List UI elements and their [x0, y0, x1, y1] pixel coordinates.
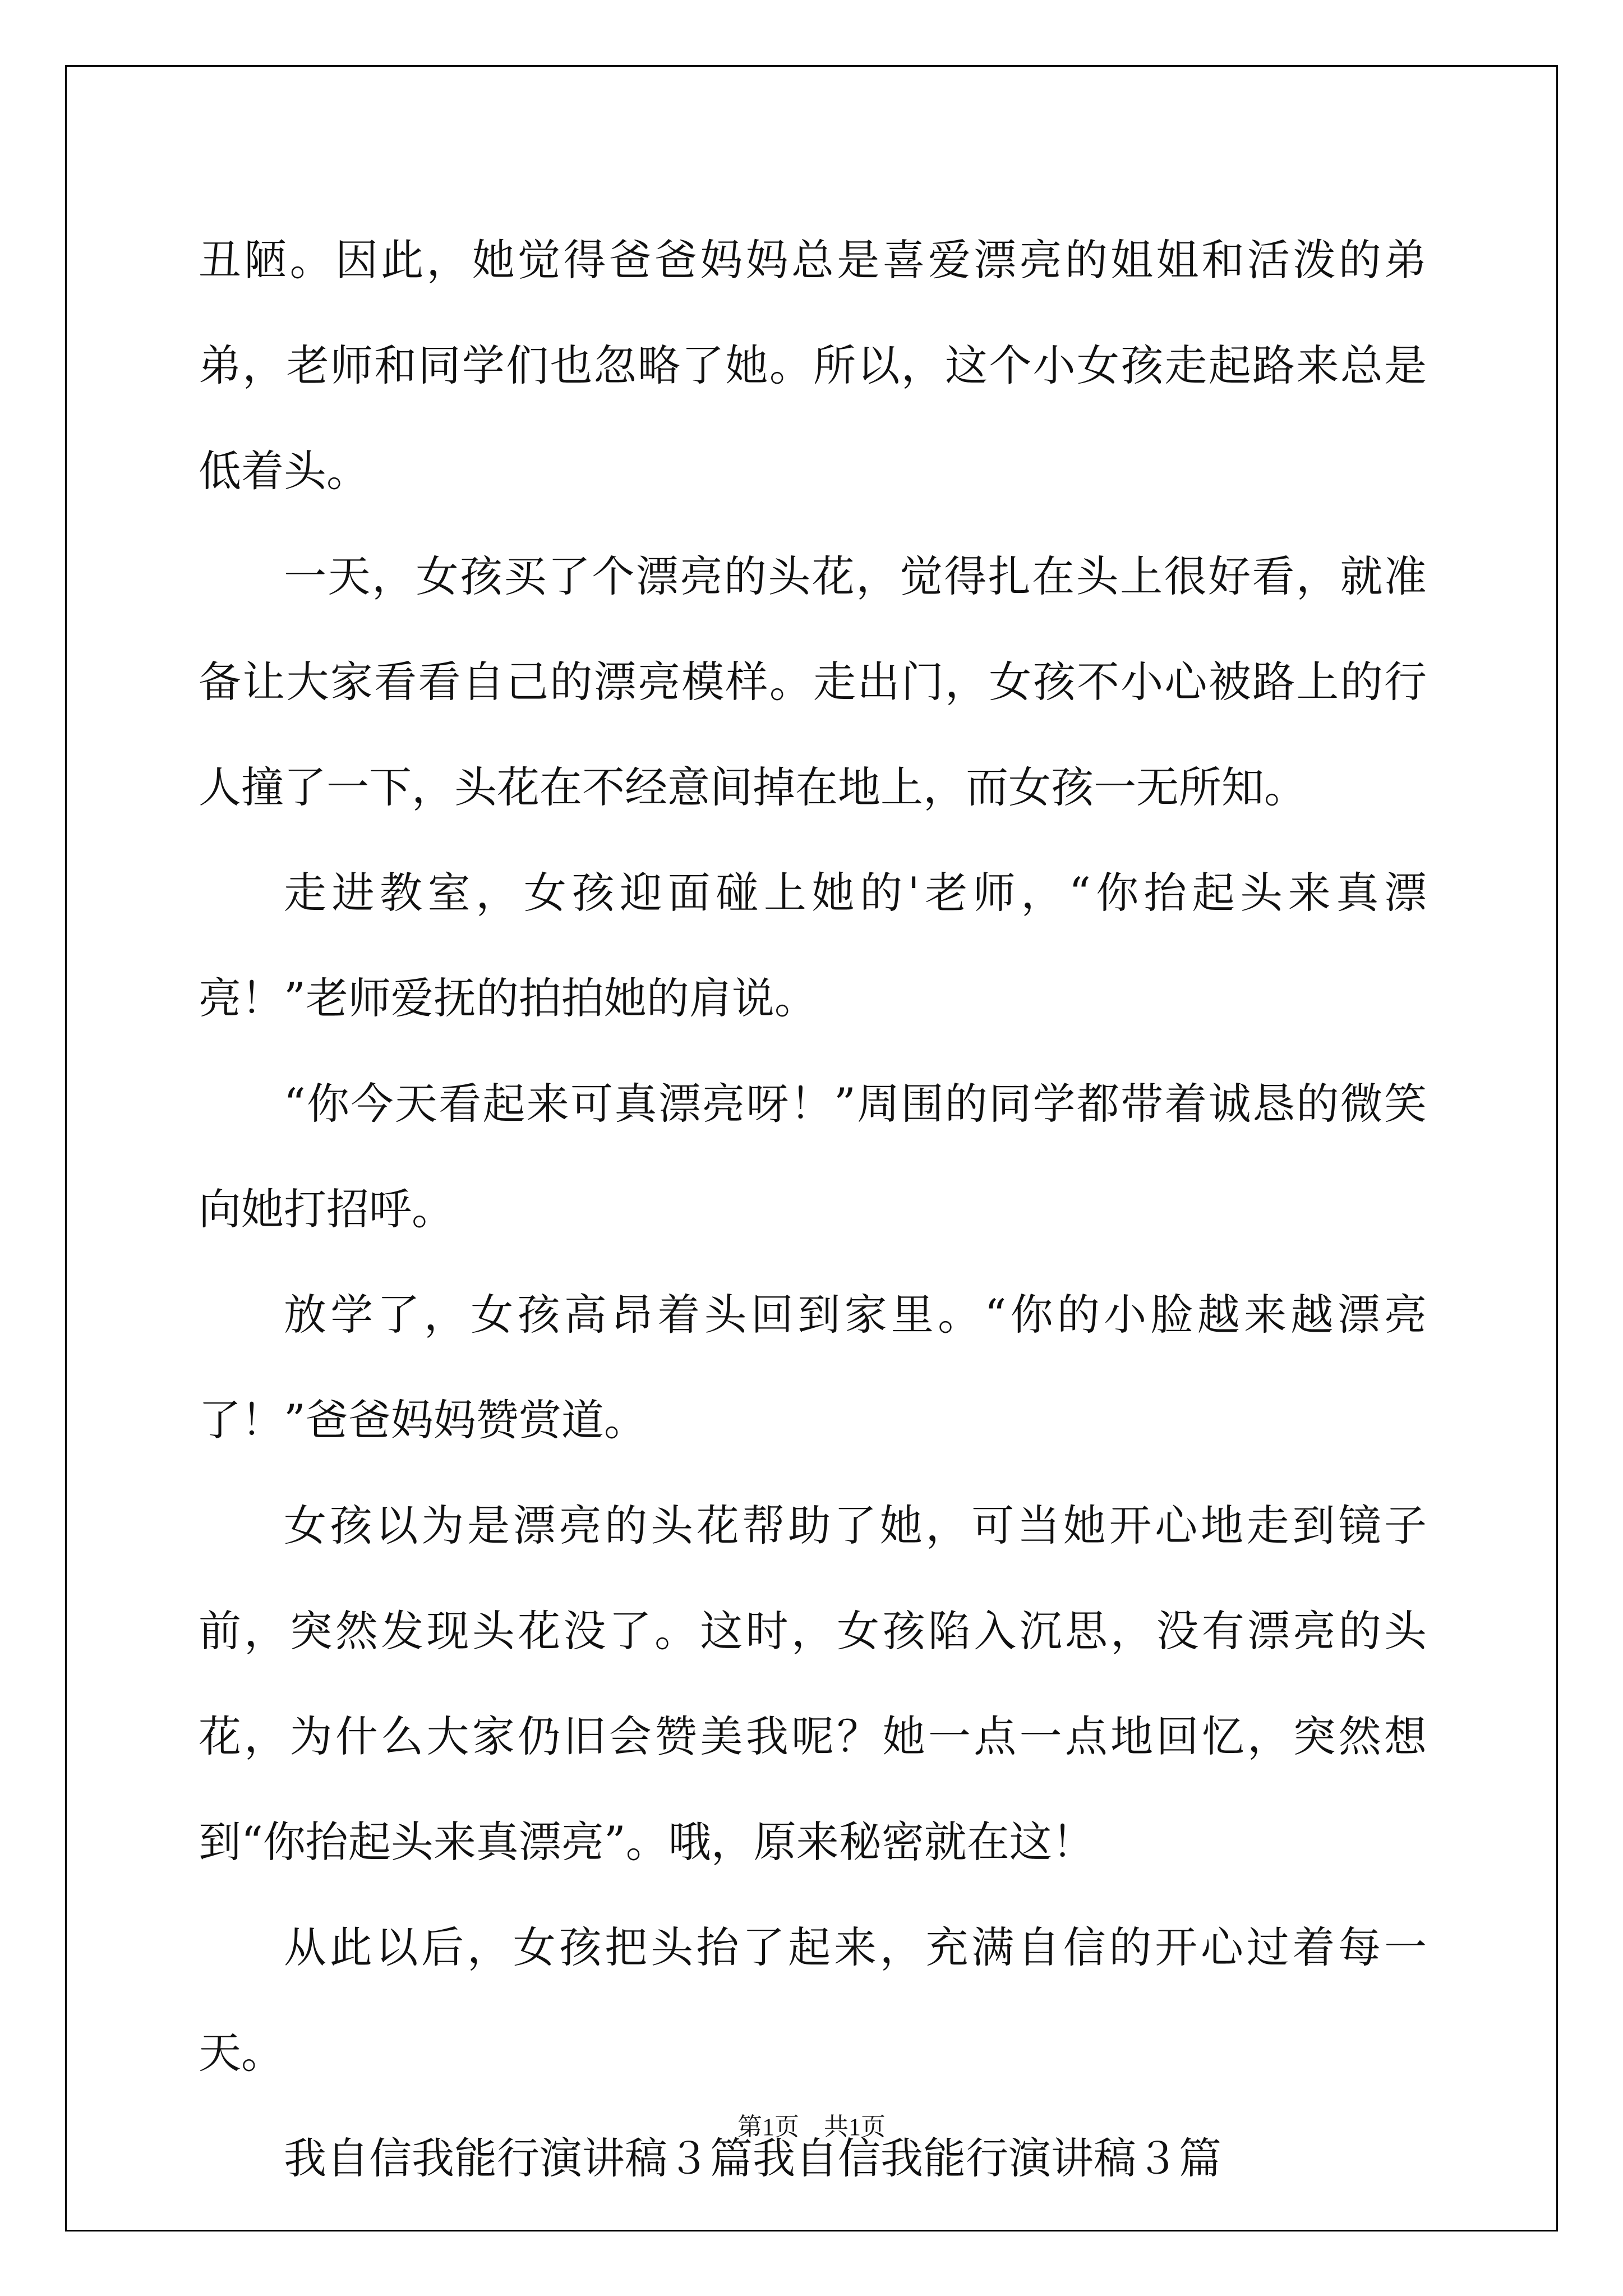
paragraph-1: 丑陋。因此，她觉得爸爸妈妈总是喜爱漂亮的姐姐和活泼的弟弟，老师和同学们也忽略了她。所以，这个小女孩走起路来总是低着头。	[199, 235, 1427, 496]
paragraph-2: 一天，女孩买了个漂亮的头花，觉得扎在头上很好看，就准备让大家看看自己的漂亮模样。走出门，女孩不小心被路上的行人撞了一下，头花在不经意间掉在地上，而女孩一无所知。	[199, 551, 1427, 812]
paragraph-7: 从此以后，女孩把头抬了起来，充满自信的开心过着每一天。	[199, 1922, 1427, 2078]
paragraph-5: 放学了，女孩高昂着头回到家里。“你的小脸越来越漂亮了！”爸爸妈妈赞赏道。	[199, 1290, 1427, 1445]
paragraph-3: 走进教室，女孩迎面碰上她的'老师，“你抬起头来真漂亮！”老师爱抚的拍拍她的肩说。	[199, 868, 1427, 1023]
page-footer: 第1页 共1页	[737, 2113, 886, 2141]
document-body	[199, 208, 1427, 2211]
paragraph-6: 女孩以为是漂亮的头花帮助了她，可当她开心地走到镜子前，突然发现头花没了。这时，女孩陷入沉思，没有漂亮的头花，为什么大家仍旧会赞美我呢？她一点一点地回忆，突然想到“你抬起头来真漂亮”。哦，原来秘密就在这！	[199, 1501, 1427, 1867]
paragraph-4: “你今天看起来可真漂亮呀！”周围的同学都带着诚恳的微笑向她打招呼。	[199, 1079, 1427, 1234]
paragraph-8: 我自信我能行演讲稿３篇我自信我能行演讲稿３篇	[284, 2133, 1221, 2183]
